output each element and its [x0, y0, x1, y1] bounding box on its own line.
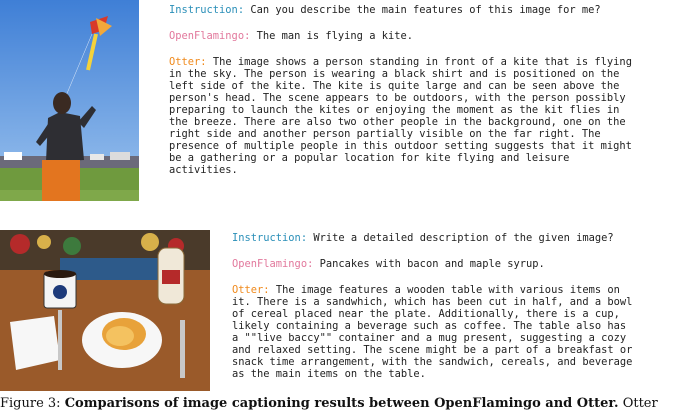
otter-label: Otter:	[232, 284, 270, 296]
otter-line	[232, 284, 636, 380]
instruction-label: Instruction:	[232, 232, 308, 244]
caption-rest: Otter	[618, 396, 658, 411]
kite-photo	[0, 0, 139, 201]
caption-prefix: Figure 3:	[0, 396, 65, 411]
instruction-text: Write a detailed description of the given image?	[313, 232, 614, 244]
otter-label: Otter:	[169, 56, 207, 68]
instruction-label: Instruction:	[169, 4, 245, 16]
breakfast-photo-graphic	[0, 230, 210, 391]
kite-photo-graphic	[0, 0, 139, 201]
otter-text: The image features a wooden table with various items on it. There is a sandwhich, which has been cut in half, and a bowl of cereal placed near the plate. Additionally, there is a cup, likely containing a beverage such as coffee. The table also has a ""live baccy"" container and a mug present, suggesting a cozy and relaxed setting. The scene might be a part of a breakfast or snack time arrangement, with the sandwich, cereals, and beverage as the main items on the table.	[232, 284, 633, 380]
figure-caption	[0, 396, 700, 412]
otter-line	[169, 56, 635, 176]
otter-text: The image shows a person standing in front of a kite that is flying in the sky. The person is wearing a black shirt and is positioned on the left side of the kite. The kite is quite large and can be seen above the person's head. The scene appears to be outdoors, with the person possibly preparing to launch the kites or enjoying the moment as the kit flies in the breeze. There are also two other people in the background, one on the right side and another person partially visible on the far right. The presence of multiple people in this outdoor setting suggests that it might be a gathering or a popular location for kite flying and leisure activities.	[169, 56, 632, 176]
example-2-text	[232, 232, 636, 394]
openflamingo-label: OpenFlamingo:	[169, 30, 251, 42]
instruction-line	[169, 4, 635, 16]
instruction-text: Can you describe the main features of this image for me?	[250, 4, 601, 16]
example-1-text	[169, 4, 635, 190]
instruction-line	[232, 232, 636, 244]
openflamingo-text: The man is flying a kite.	[256, 30, 413, 42]
openflamingo-line	[169, 30, 635, 42]
breakfast-photo	[0, 230, 210, 391]
openflamingo-label: OpenFlamingo:	[232, 258, 314, 270]
openflamingo-line	[232, 258, 636, 270]
caption-bold: Comparisons of image captioning results between OpenFlamingo and Otter.	[64, 396, 619, 411]
openflamingo-text: Pancakes with bacon and maple syrup.	[319, 258, 545, 270]
